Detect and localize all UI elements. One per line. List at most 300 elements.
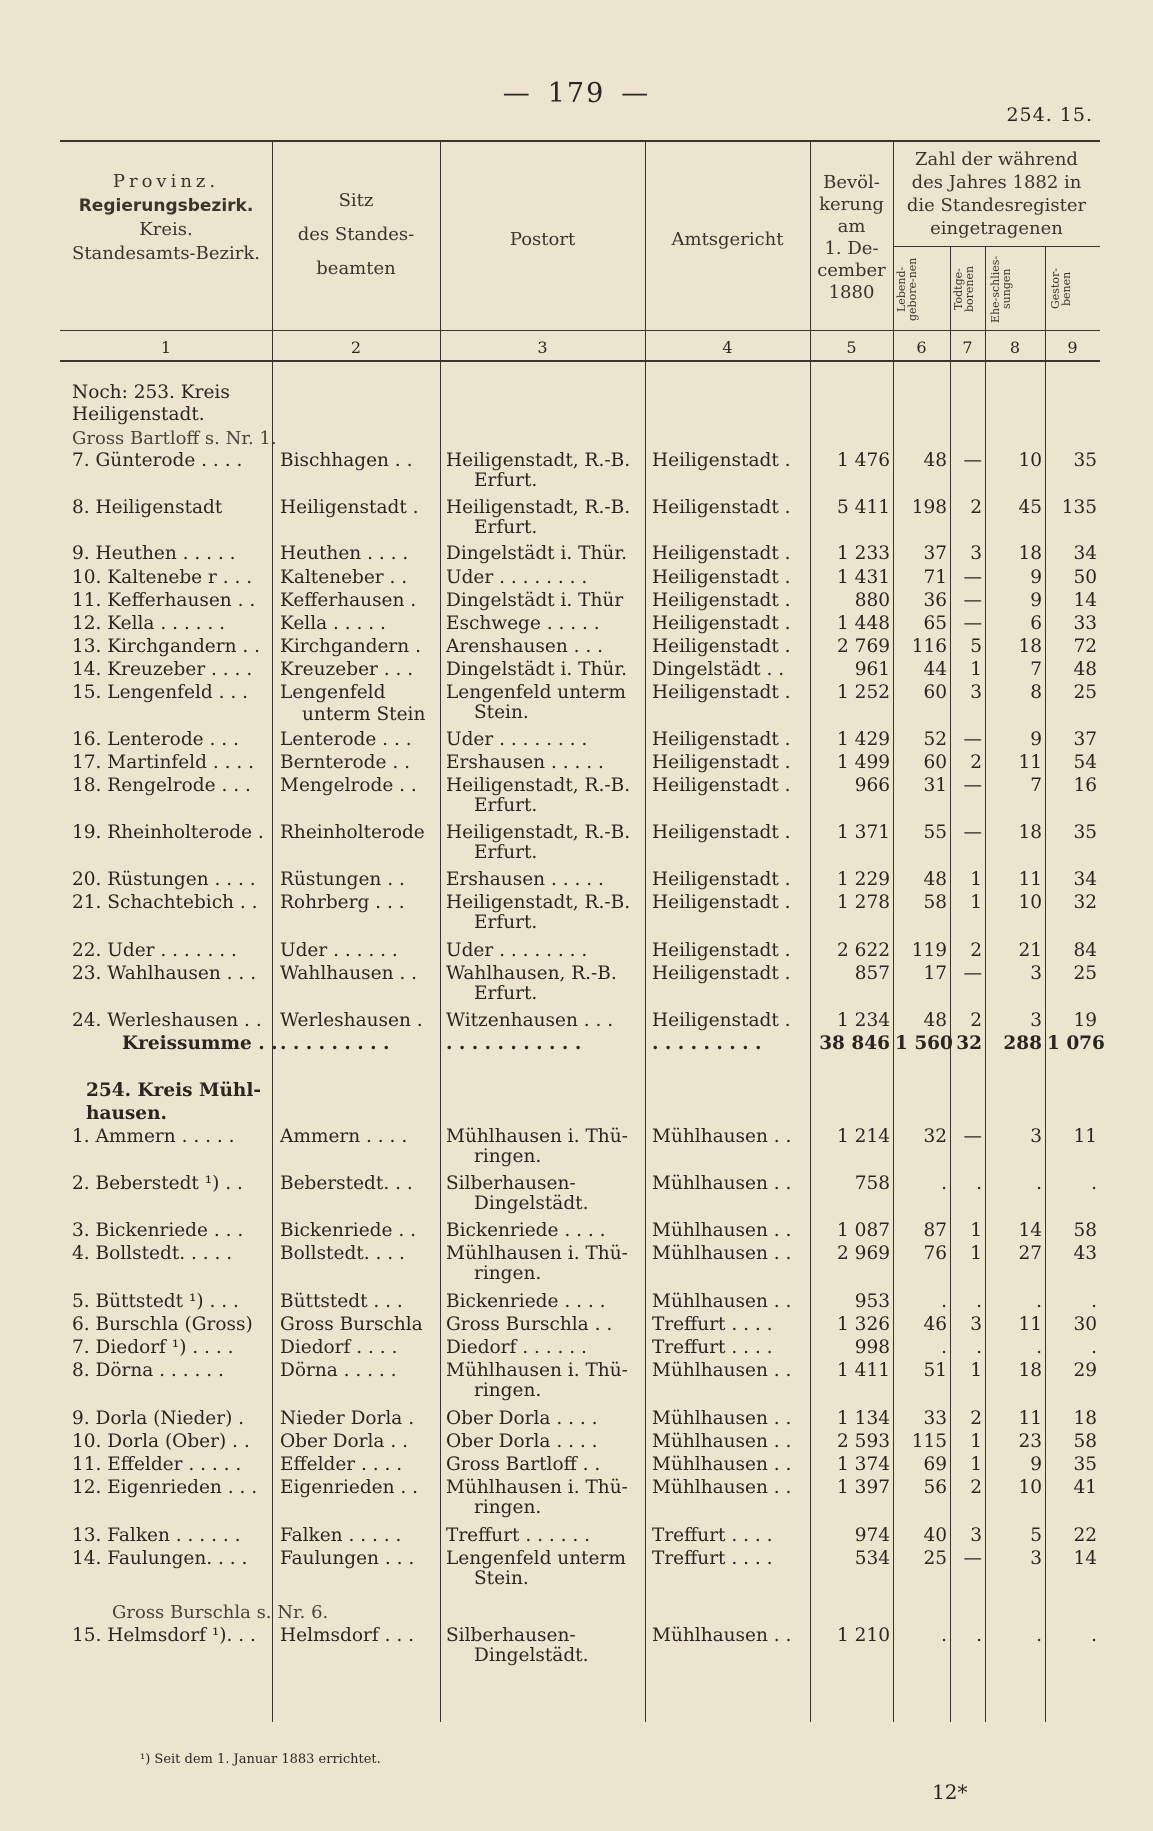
row-9-c1: 13. Kirchgandern . . (72, 636, 261, 657)
row-25-c9: . (1091, 1173, 1097, 1194)
row-32-c9: 18 (1073, 1408, 1097, 1429)
row-14-c3b: Erfurt. (474, 795, 538, 816)
row-12-c7: — (963, 729, 982, 750)
row-20-c6: 48 (923, 1010, 947, 1031)
row-32-c4: Mühlhausen . . (652, 1408, 792, 1429)
row-33-c3: Ober Dorla . . . . (446, 1431, 598, 1452)
row-16-c4: Heiligenstadt . (652, 869, 791, 890)
row-18-c3: Uder . . . . . . . . (446, 940, 588, 961)
row-13-c4: Heiligenstadt . (652, 752, 791, 773)
row-14-c5: 966 (854, 775, 890, 796)
row-18-c1: 22. Uder . . . . . . . (72, 940, 237, 961)
row-19-c3: Wahlhausen, R.-B. (446, 963, 617, 984)
row-24-c7: — (963, 1126, 982, 1147)
row-35-c3: Mühlhausen i. Thü- (446, 1477, 628, 1498)
row-10-c7: 1 (970, 659, 982, 680)
row-5-c9: 34 (1073, 543, 1097, 564)
row-9-c5: 2 769 (837, 636, 890, 657)
row-3-c5: 1 476 (837, 450, 890, 471)
row-1-c1: Heiligenstadt. (72, 404, 205, 425)
row-6-c8: 9 (1030, 567, 1042, 588)
row-36-c8: 5 (1030, 1525, 1042, 1546)
row-7-c2: Kefferhausen . (280, 590, 417, 611)
row-25-c3b: Dingelstädt. (474, 1193, 589, 1214)
row-17-c1: 21. Schachtebich . . (72, 892, 258, 913)
row-15-c8: 18 (1018, 822, 1042, 843)
row-37-c2: Faulungen . . . (280, 1548, 415, 1569)
colnum-6: 6 (916, 338, 927, 357)
row-36-c6: 40 (923, 1525, 947, 1546)
row-7-c6: 36 (923, 590, 947, 611)
row-33-c2: Ober Dorla . . (280, 1431, 408, 1452)
row-39-c6: . (941, 1625, 947, 1646)
header-sub-stillbirths: Todtge-borenen (952, 265, 976, 313)
row-32-c1: 9. Dorla (Nieder) . (72, 1408, 245, 1429)
row-15-c4: Heiligenstadt . (652, 822, 791, 843)
row-39-c3: Silberhausen- (446, 1625, 576, 1646)
header-col4: Amtsgericht (671, 229, 784, 250)
row-4-c8: 45 (1018, 497, 1042, 518)
row-24-c1: 1. Ammern . . . . . (72, 1126, 235, 1147)
row-35-c6: 56 (923, 1477, 947, 1498)
row-21-c3: . . . . . . . . . . . (446, 1033, 582, 1054)
row-11-c5: 1 252 (837, 682, 890, 703)
row-15-c9: 35 (1073, 822, 1097, 843)
row-31-c4: Mühlhausen . . (652, 1360, 792, 1381)
row-19-c6: 17 (923, 963, 947, 984)
row-30-c7: . (976, 1337, 982, 1358)
row-28-c7: . (976, 1291, 982, 1312)
row-27-c5: 2 969 (837, 1243, 890, 1264)
row-24-c6: 32 (923, 1126, 947, 1147)
row-9-c4: Heiligenstadt . (652, 636, 791, 657)
colnum-3: 3 (537, 338, 548, 357)
row-20-c2: Werleshausen . (280, 1010, 423, 1031)
colnum-4: 4 (722, 338, 733, 357)
row-34-c9: 35 (1073, 1454, 1097, 1475)
row-36-c2: Falken . . . . . (280, 1525, 402, 1546)
row-13-c2: Bernterode . . (280, 752, 410, 773)
row-36-c5: 974 (854, 1525, 890, 1546)
row-26-c7: 1 (970, 1220, 982, 1241)
row-24-c3: Mühlhausen i. Thü- (446, 1126, 628, 1147)
row-19-c7: — (963, 963, 982, 984)
row-3-c4: Heiligenstadt . (652, 450, 791, 471)
row-39-c7: . (976, 1625, 982, 1646)
row-16-c9: 34 (1073, 869, 1097, 890)
row-39-c3b: Dingelstädt. (474, 1645, 589, 1666)
row-19-c5: 857 (854, 963, 890, 984)
row-6-c6: 71 (923, 567, 947, 588)
row-16-c3: Ershausen . . . . . (446, 869, 604, 890)
row-27-c1: 4. Bollstedt. . . . . (72, 1243, 233, 1264)
row-32-c5: 1 134 (837, 1408, 890, 1429)
row-6-c4: Heiligenstadt . (652, 567, 791, 588)
row-29-c3: Gross Burschla . . (446, 1314, 613, 1335)
row-31-c1: 8. Dörna . . . . . . (72, 1360, 224, 1381)
row-14-c1: 18. Rengelrode . . . (72, 775, 251, 796)
row-25-c3: Silberhausen- (446, 1173, 576, 1194)
row-6-c5: 1 431 (837, 567, 890, 588)
row-14-c4: Heiligenstadt . (652, 775, 791, 796)
row-34-c1: 11. Effelder . . . . . (72, 1454, 242, 1475)
row-7-c3: Dingelstädt i. Thür (446, 590, 624, 611)
row-31-c9: 29 (1073, 1360, 1097, 1381)
row-13-c3: Ershausen . . . . . (446, 752, 604, 773)
row-26-c4: Mühlhausen . . (652, 1220, 792, 1241)
row-12-c6: 52 (923, 729, 947, 750)
row-8-c4: Heiligenstadt . (652, 613, 791, 634)
row-11-c3: Lengenfeld unterm (446, 682, 626, 703)
row-6-c9: 50 (1073, 567, 1097, 588)
row-21-c6: 1 560 (895, 1033, 953, 1054)
row-3-c7: — (963, 450, 982, 471)
row-18-c4: Heiligenstadt . (652, 940, 791, 961)
row-3-c9: 35 (1073, 450, 1097, 471)
row-17-c3b: Erfurt. (474, 912, 538, 933)
row-26-c2: Bickenriede . . (280, 1220, 416, 1241)
row-39-c2: Helmsdorf . . . (280, 1625, 414, 1646)
row-16-c1: 20. Rüstungen . . . . (72, 869, 256, 890)
row-30-c2: Diedorf . . . . (280, 1337, 398, 1358)
row-15-c2: Rheinholterode (280, 822, 425, 843)
row-12-c8: 9 (1030, 729, 1042, 750)
header-sub-births: Lebend-gebore-nen (895, 257, 919, 321)
row-4-c1: 8. Heiligenstadt (72, 497, 223, 518)
colnum-2: 2 (350, 338, 362, 357)
row-12-c3: Uder . . . . . . . . (446, 729, 588, 750)
row-12-c1: 16. Lenterode . . . (72, 729, 239, 750)
row-26-c9: 58 (1073, 1220, 1097, 1241)
row-24-c4: Mühlhausen . . (652, 1126, 792, 1147)
row-29-c1: 6. Burschla (Gross) (72, 1314, 253, 1335)
row-34-c6: 69 (923, 1454, 947, 1475)
row-15-c3: Heiligenstadt, R.-B. (446, 822, 631, 843)
row-25-c6: . (941, 1173, 947, 1194)
row-21-c7: 32 (956, 1033, 982, 1054)
colnum-7: 7 (962, 338, 973, 357)
row-14-c7: — (963, 775, 982, 796)
header-col3: Postort (509, 229, 576, 250)
row-6-c3: Uder . . . . . . . . (446, 567, 588, 588)
row-9-c2: Kirchgandern . (280, 636, 421, 657)
row-31-c6: 51 (923, 1360, 947, 1381)
row-12-c2: Lenterode . . . (280, 729, 412, 750)
row-5-c7: 3 (970, 543, 982, 564)
row-17-c4: Heiligenstadt . (652, 892, 791, 913)
row-27-c2: Bollstedt. . . . (280, 1243, 405, 1264)
row-31-c3: Mühlhausen i. Thü- (446, 1360, 628, 1381)
signature-mark: 12* (932, 1780, 968, 1804)
row-18-c7: 2 (970, 940, 982, 961)
row-36-c1: 13. Falken . . . . . . (72, 1525, 241, 1546)
header-group: Zahl der während des Jahres 1882 in die Standesregister eingetragenen (906, 149, 1087, 239)
row-15-c5: 1 371 (837, 822, 890, 843)
row-39-c4: Mühlhausen . . (652, 1625, 792, 1646)
row-17-c3: Heiligenstadt, R.-B. (446, 892, 631, 913)
row-30-c3: Diedorf . . . . . . (446, 1337, 587, 1358)
row-10-c9: 48 (1073, 659, 1097, 680)
row-35-c9: 41 (1073, 1477, 1097, 1498)
row-10-c2: Kreuzeber . . . (280, 659, 414, 680)
row-20-c1: 24. Werleshausen . . (72, 1010, 262, 1031)
row-11-c7: 3 (970, 682, 982, 703)
row-19-c8: 3 (1030, 963, 1042, 984)
row-24-c8: 3 (1030, 1126, 1042, 1147)
row-26-c5: 1 087 (837, 1220, 890, 1241)
header-col1: Provinz. Regierungsbezirk. Kreis. Standesamts-Bezirk. (71, 171, 260, 264)
row-25-c4: Mühlhausen . . (652, 1173, 792, 1194)
row-30-c6: . (941, 1337, 947, 1358)
row-27-c3b: ringen. (474, 1263, 542, 1284)
row-34-c8: 9 (1030, 1454, 1042, 1475)
row-33-c5: 2 593 (837, 1431, 890, 1452)
row-14-c3: Heiligenstadt, R.-B. (446, 775, 631, 796)
row-8-c8: 6 (1030, 613, 1042, 634)
row-34-c2: Effelder . . . . (280, 1454, 403, 1475)
row-6-c2: Kalteneber . . (280, 567, 408, 588)
row-9-c7: 5 (970, 636, 982, 657)
row-13-c6: 60 (923, 752, 947, 773)
row-34-c7: 1 (970, 1454, 982, 1475)
row-16-c5: 1 229 (837, 869, 890, 890)
row-9-c3: Arenshausen . . . (446, 636, 604, 657)
row-8-c3: Eschwege . . . . . (446, 613, 600, 634)
row-20-c7: 2 (970, 1010, 982, 1031)
row-31-c2: Dörna . . . . . (280, 1360, 397, 1381)
row-12-c5: 1 429 (837, 729, 890, 750)
header-col2: Sitz des Standes- beamten (297, 190, 415, 279)
row-20-c5: 1 234 (837, 1010, 890, 1031)
row-19-c1: 23. Wahlhausen . . . (72, 963, 257, 984)
row-14-c6: 31 (923, 775, 947, 796)
row-11-c1: 15. Lengenfeld . . . (72, 682, 248, 703)
row-29-c9: 30 (1073, 1314, 1097, 1335)
row-11-c9: 25 (1073, 682, 1097, 703)
row-25-c5: 758 (854, 1173, 890, 1194)
row-9-c9: 72 (1073, 636, 1097, 657)
row-30-c4: Treffurt . . . . (652, 1337, 773, 1358)
row-33-c6: 115 (911, 1431, 947, 1452)
row-36-c9: 22 (1073, 1525, 1097, 1546)
row-13-c8: 11 (1018, 752, 1042, 773)
row-10-c6: 44 (923, 659, 947, 680)
row-4-c3b: Erfurt. (474, 517, 538, 538)
row-29-c2: Gross Burschla (280, 1314, 423, 1335)
page-reference: 254. 15. (1006, 104, 1093, 126)
row-28-c6: . (941, 1291, 947, 1312)
row-8-c6: 65 (923, 613, 947, 634)
page-number: — 179 — (502, 78, 651, 109)
row-30-c9: . (1091, 1337, 1097, 1358)
row-32-c8: 11 (1018, 1408, 1042, 1429)
row-21-c9: 1 076 (1047, 1033, 1105, 1054)
row-6-c7: — (963, 567, 982, 588)
row-11-c3b: Stein. (474, 702, 529, 723)
row-33-c7: 1 (970, 1431, 982, 1452)
row-21-c5: 38 846 (819, 1033, 890, 1054)
row-15-c3b: Erfurt. (474, 842, 538, 863)
row-8-c2: Kella . . . . . (280, 613, 386, 634)
row-8-c1: 12. Kella . . . . . . (72, 613, 226, 634)
row-29-c8: 11 (1018, 1314, 1042, 1335)
row-3-c6: 48 (923, 450, 947, 471)
row-30-c5: 998 (854, 1337, 890, 1358)
row-31-c8: 18 (1018, 1360, 1042, 1381)
row-7-c4: Heiligenstadt . (652, 590, 791, 611)
row-4-c6: 198 (911, 497, 947, 518)
row-18-c9: 84 (1073, 940, 1097, 961)
row-13-c1: 17. Martinfeld . . . . (72, 752, 254, 773)
row-34-c4: Mühlhausen . . (652, 1454, 792, 1475)
row-37-c9: 14 (1073, 1548, 1097, 1569)
row-32-c2: Nieder Dorla . (280, 1408, 415, 1429)
row-10-c1: 14. Kreuzeber . . . . (72, 659, 253, 680)
row-15-c6: 55 (923, 822, 947, 843)
row-12-c4: Heiligenstadt . (652, 729, 791, 750)
row-7-c5: 880 (854, 590, 890, 611)
row-16-c6: 48 (923, 869, 947, 890)
row-37-c8: 3 (1030, 1548, 1042, 1569)
row-8-c7: — (963, 613, 982, 634)
row-10-c5: 961 (854, 659, 890, 680)
row-7-c9: 14 (1073, 590, 1097, 611)
row-2-c1: Gross Bartloff s. Nr. 1. (72, 428, 277, 449)
row-25-c2: Beberstedt. . . (280, 1173, 413, 1194)
row-35-c5: 1 397 (837, 1477, 890, 1498)
row-18-c2: Uder . . . . . . (280, 940, 398, 961)
row-26-c3: Bickenriede . . . . (446, 1220, 606, 1241)
row-17-c8: 10 (1018, 892, 1042, 913)
row-11-c2: Lengenfeld (280, 682, 386, 703)
row-5-c3: Dingelstädt i. Thür. (446, 543, 628, 564)
row-21-c1: Kreissumme . . (122, 1033, 278, 1054)
row-27-c9: 43 (1073, 1243, 1097, 1264)
row-31-c7: 1 (970, 1360, 982, 1381)
row-30-c1: 7. Diedorf ¹) . . . . (72, 1337, 234, 1358)
row-15-c7: — (963, 822, 982, 843)
row-24-c2: Ammern . . . . (280, 1126, 408, 1147)
row-9-c6: 116 (911, 636, 947, 657)
row-28-c2: Büttstedt . . . (280, 1291, 403, 1312)
row-17-c9: 32 (1073, 892, 1097, 913)
row-36-c7: 3 (970, 1525, 982, 1546)
row-11-c8: 8 (1030, 682, 1042, 703)
row-11-c2b: unterm Stein (302, 704, 426, 725)
header-col5: Bevöl- kerung am 1. De- cember 1880 (817, 172, 886, 303)
row-33-c4: Mühlhausen . . (652, 1431, 792, 1452)
row-35-c3b: ringen. (474, 1497, 542, 1518)
row-10-c8: 7 (1030, 659, 1042, 680)
row-3-c3b: Erfurt. (474, 470, 538, 491)
row-10-c4: Dingelstädt . . (652, 659, 785, 680)
row-8-c9: 33 (1073, 613, 1097, 634)
row-7-c1: 11. Kefferhausen . . (72, 590, 256, 611)
row-4-c9: 135 (1061, 497, 1097, 518)
row-31-c3b: ringen. (474, 1380, 542, 1401)
row-29-c7: 3 (970, 1314, 982, 1335)
row-24-c5: 1 214 (837, 1126, 890, 1147)
row-39-c5: 1 210 (837, 1625, 890, 1646)
row-7-c8: 9 (1030, 590, 1042, 611)
colnum-9: 9 (1067, 338, 1078, 357)
row-17-c2: Rohrberg . . . (280, 892, 405, 913)
row-19-c9: 25 (1073, 963, 1097, 984)
row-19-c3b: Erfurt. (474, 983, 538, 1004)
row-16-c7: 1 (970, 869, 982, 890)
row-28-c8: . (1036, 1291, 1042, 1312)
row-26-c8: 14 (1018, 1220, 1042, 1241)
row-4-c5: 5 411 (837, 497, 890, 518)
row-35-c2: Eigenrieden . . (280, 1477, 419, 1498)
row-25-c8: . (1036, 1173, 1042, 1194)
row-26-c6: 87 (923, 1220, 947, 1241)
row-20-c9: 19 (1073, 1010, 1097, 1031)
row-3-c3: Heiligenstadt, R.-B. (446, 450, 631, 471)
row-28-c1: 5. Büttstedt ¹) . . . (72, 1291, 239, 1312)
row-37-c7: — (963, 1548, 982, 1569)
row-13-c9: 54 (1073, 752, 1097, 773)
row-3-c2: Bischhagen . . (280, 450, 413, 471)
row-25-c7: . (976, 1173, 982, 1194)
row-32-c6: 33 (923, 1408, 947, 1429)
row-14-c2: Mengelrode . . (280, 775, 417, 796)
row-11-c6: 60 (923, 682, 947, 703)
row-4-c2: Heiligenstadt . (280, 497, 419, 518)
row-27-c8: 27 (1018, 1243, 1042, 1264)
row-9-c8: 18 (1018, 636, 1042, 657)
row-5-c6: 37 (923, 543, 947, 564)
row-33-c8: 23 (1018, 1431, 1042, 1452)
row-12-c9: 37 (1073, 729, 1097, 750)
row-5-c5: 1 233 (837, 543, 890, 564)
row-29-c6: 46 (923, 1314, 947, 1335)
row-14-c9: 16 (1073, 775, 1097, 796)
row-36-c3: Treffurt . . . . . . (446, 1525, 591, 1546)
row-19-c4: Heiligenstadt . (652, 963, 791, 984)
row-3-c1: 7. Günterode . . . . (72, 450, 243, 471)
row-18-c6: 119 (911, 940, 947, 961)
row-14-c8: 7 (1030, 775, 1042, 796)
row-33-c1: 10. Dorla (Ober) . . (72, 1431, 250, 1452)
row-24-c3b: ringen. (474, 1146, 542, 1167)
row-5-c4: Heiligenstadt . (652, 543, 791, 564)
colnum-8: 8 (1009, 338, 1021, 357)
row-37-c4: Treffurt . . . . (652, 1548, 773, 1569)
row-32-c7: 2 (970, 1408, 982, 1429)
row-26-c1: 3. Bickenriede . . . (72, 1220, 244, 1241)
row-37-c3: Lengenfeld unterm (446, 1548, 626, 1569)
row-19-c2: Wahlhausen . . (280, 963, 418, 984)
row-7-c7: — (963, 590, 982, 611)
row-28-c5: 953 (854, 1291, 890, 1312)
row-5-c8: 18 (1018, 543, 1042, 564)
row-17-c6: 58 (923, 892, 947, 913)
colnum-5: 5 (846, 338, 857, 357)
row-28-c3: Bickenriede . . . . (446, 1291, 606, 1312)
row-34-c5: 1 374 (837, 1454, 890, 1475)
row-17-c7: 1 (970, 892, 982, 913)
row-27-c4: Mühlhausen . . (652, 1243, 792, 1264)
row-5-c1: 9. Heuthen . . . . . (72, 543, 236, 564)
row-27-c7: 1 (970, 1243, 982, 1264)
row-13-c5: 1 499 (837, 752, 890, 773)
row-4-c7: 2 (970, 497, 982, 518)
row-15-c1: 19. Rheinholterode . (72, 822, 264, 843)
row-37-c3b: Stein. (474, 1568, 529, 1589)
row-37-c5: 534 (854, 1548, 890, 1569)
colnum-1: 1 (160, 338, 172, 357)
